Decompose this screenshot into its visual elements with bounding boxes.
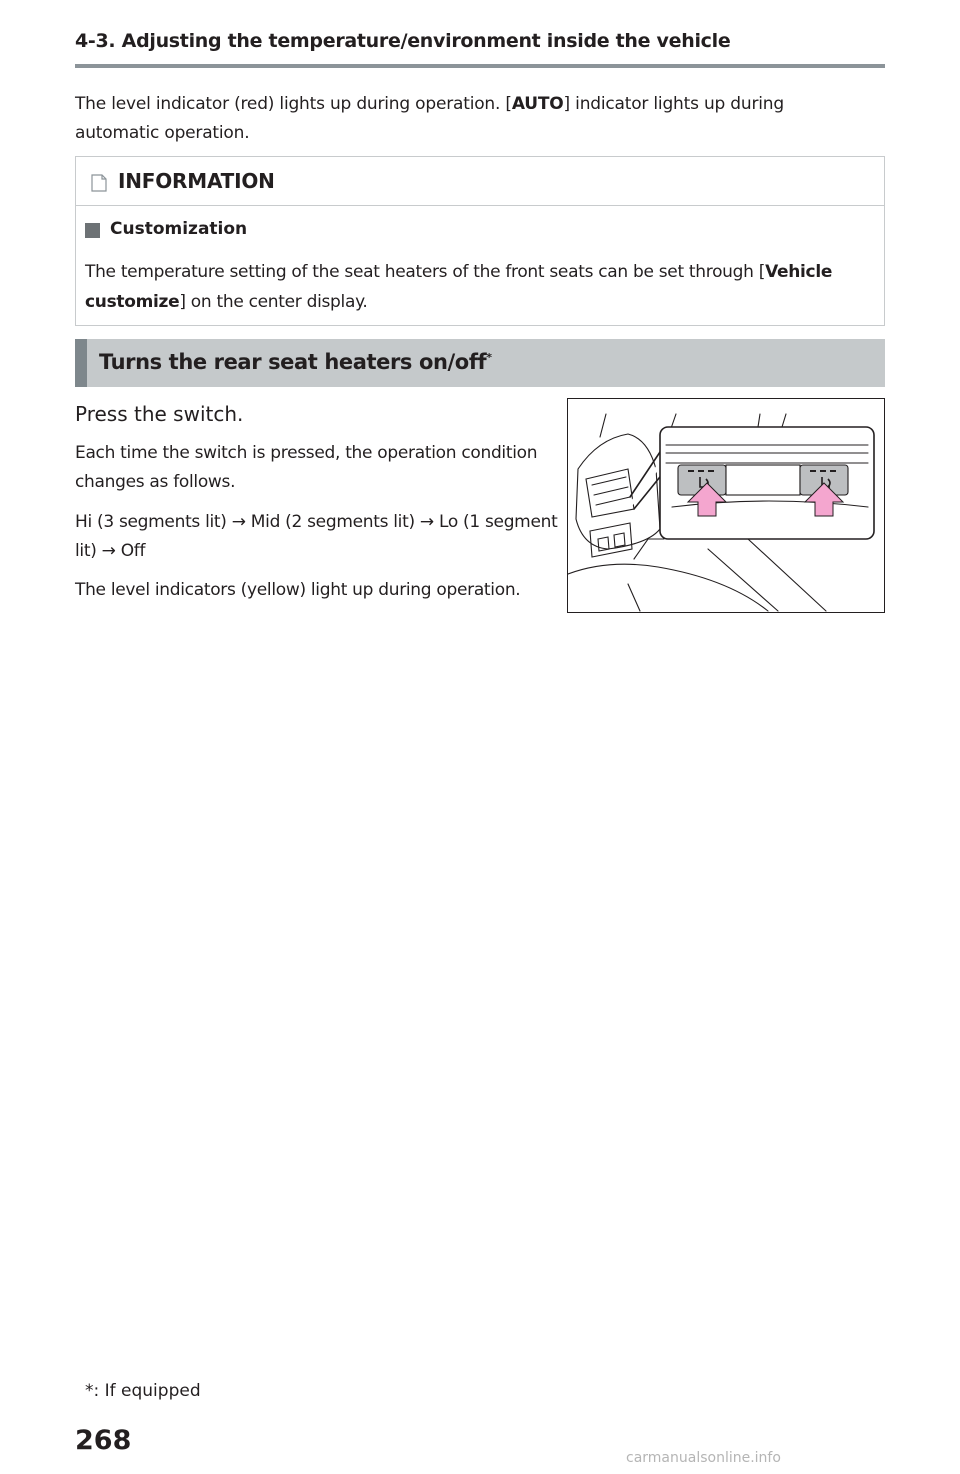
- rear-seat-heater-illustration: [567, 398, 885, 613]
- information-title: INFORMATION: [118, 169, 275, 193]
- footnote: *: If equipped: [85, 1381, 201, 1401]
- heading-title: [99, 350, 492, 374]
- auto-label: AUTO: [511, 94, 564, 114]
- operation-paragraph: Each time the switch is pressed, the operation condition changes as follows.: [75, 443, 538, 492]
- indicator-paragraph: The level indicators (yellow) light up during operation.: [75, 580, 521, 600]
- information-title-row: [76, 157, 884, 206]
- intro-text-after: ] indicator lights up during automatic operation.: [75, 94, 784, 143]
- note-icon: [90, 173, 108, 193]
- operation-sequence: Hi (3 segments lit) → Mid (2 segments lit) → Lo (1 segment lit) → Off: [75, 512, 558, 561]
- heading-text: Turns the rear seat heaters on/off: [99, 350, 487, 374]
- customization-text-before: The temperature setting of the seat heaters of the front seats can be set through [: [85, 262, 766, 282]
- header-rule: [75, 64, 885, 68]
- illustration-svg: [568, 399, 884, 612]
- intro-text-before: The level indicator (red) lights up during operation. [: [75, 94, 512, 114]
- customization-text-after: ] on the center display.: [179, 292, 368, 312]
- square-bullet-icon: [85, 223, 100, 238]
- heading-stripe: [75, 339, 87, 387]
- page-number: 268: [75, 1425, 132, 1456]
- rear-seat-heater-heading: [75, 339, 885, 387]
- heading-asterisk: *: [486, 351, 492, 364]
- watermark: carmanualsonline.info: [626, 1450, 781, 1466]
- press-instruction: Press the switch.: [75, 402, 244, 426]
- section-header: 4-3. Adjusting the temperature/environment inside the vehicle: [75, 30, 731, 52]
- customization-text: [85, 257, 877, 317]
- customization-title: Customization: [110, 219, 248, 239]
- vehicle-customize-label: Vehicle customize: [85, 262, 833, 312]
- information-box: [75, 156, 885, 326]
- intro-paragraph: [75, 90, 865, 148]
